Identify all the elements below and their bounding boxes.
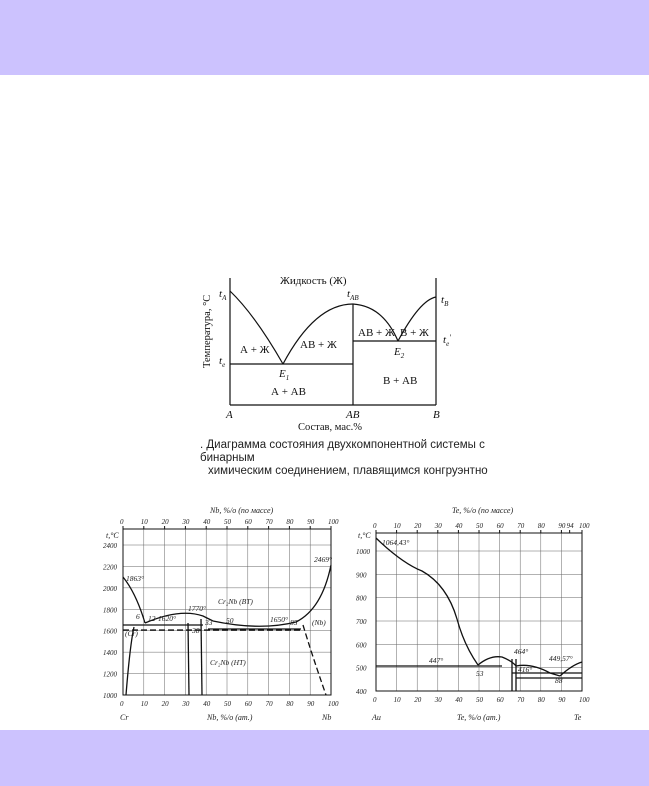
- n50: 50: [226, 616, 234, 625]
- au-te-phase-diagram: [352, 505, 600, 727]
- y-tick-label: 900: [356, 571, 367, 580]
- bottom-tick-label: 10: [140, 700, 148, 708]
- top-tick-label: 20: [161, 518, 169, 526]
- au-liquidus: [376, 538, 478, 665]
- x-axis-label: Состав, мас.%: [298, 422, 363, 433]
- au-te-top-title: Te, %/o (по массе): [452, 506, 514, 515]
- cr-nb-bottom-left: Cr: [120, 713, 129, 722]
- t1770: 1770°: [188, 604, 206, 613]
- bottom-tick-label: 90: [558, 696, 566, 704]
- n53: 53: [476, 669, 484, 678]
- bottom-tick-label: 10: [393, 696, 401, 704]
- cr2nb-left-boundary: [188, 623, 189, 695]
- bottom-tick-label: 80: [286, 700, 294, 708]
- x-label-a: A: [226, 409, 233, 421]
- label-te: $t_e$: [219, 355, 226, 369]
- top-tick-label: 100: [328, 518, 339, 526]
- n33: 33: [205, 618, 213, 627]
- diagram-caption: [200, 439, 520, 478]
- caption-line-1: . Диаграмма состояния двухкомпонентной системы с бинарным: [200, 439, 485, 464]
- top-tick-label: 70: [265, 518, 273, 526]
- bottom-tick-label: 40: [203, 700, 211, 708]
- top-tick-label: 70: [517, 522, 525, 530]
- caption-line-2: химическим соединением, плавящимся конгруэнтно: [208, 465, 488, 477]
- au-te-bottom-right: Te: [574, 713, 582, 722]
- n88: 88: [555, 676, 563, 685]
- y-tick-label: 1400: [103, 649, 117, 658]
- cr-nb-y-title: t,°C: [106, 531, 119, 540]
- au-te-y-title: t,°C: [358, 531, 371, 540]
- top-tick-label: 90: [558, 522, 566, 530]
- top-tick-label: 30: [434, 522, 442, 530]
- cr2nb-bt: Cr₂Nb (BT): [218, 597, 253, 606]
- n85: 85: [290, 618, 298, 627]
- top-tick-label: 60: [244, 518, 252, 526]
- y-tick-label: 2000: [103, 584, 117, 593]
- region-ab-liquid-right: АВ + Ж: [358, 327, 395, 339]
- region-a-ab: А + АВ: [271, 386, 306, 398]
- y-axis-label: Температура, °С: [202, 294, 213, 368]
- bottom-tick-label: 0: [120, 700, 124, 708]
- region-b-liquid: В + Ж: [400, 327, 429, 339]
- bottom-tick-label: 20: [161, 700, 169, 708]
- label-tB: $t_B$: [441, 294, 449, 308]
- au-te-bottom-title: Te, %/o (ат.): [457, 713, 501, 722]
- top-tick-label: 94: [566, 522, 574, 530]
- t1064: 1064,43°: [382, 538, 410, 547]
- label-tAB: $t_{AB}$: [347, 288, 359, 302]
- bottom-tick-label: 0: [373, 696, 377, 704]
- cr-nb-bottom-title: Nb, %/o (ат.): [207, 713, 253, 722]
- x-label-ab: AB: [346, 409, 360, 421]
- top-tick-label: 50: [476, 522, 483, 530]
- bottom-tick-label: 50: [476, 696, 483, 704]
- y-tick-label: 500: [356, 664, 367, 673]
- region-a-liquid: А + Ж: [240, 344, 270, 356]
- top-tick-label: 80: [537, 522, 545, 530]
- bottom-tick-label: 80: [537, 696, 545, 704]
- bottom-tick-label: 50: [224, 700, 231, 708]
- t447: 447°: [429, 656, 444, 665]
- bottom-tick-label: 100: [328, 700, 339, 708]
- bottom-tick-label: 30: [182, 700, 190, 708]
- y-tick-label: 1000: [356, 548, 370, 556]
- y-tick-label: 1000: [103, 692, 117, 700]
- top-tick-label: 0: [373, 522, 377, 530]
- au-te-bottom-left: Au: [372, 713, 381, 722]
- bottom-tick-label: 100: [579, 696, 590, 704]
- y-tick-label: 600: [356, 641, 367, 650]
- y-tick-label: 1800: [103, 606, 117, 615]
- bottom-tick-label: 90: [307, 700, 315, 708]
- label-E1: $E_1$: [279, 368, 290, 382]
- t449: 449,57°: [549, 654, 573, 663]
- y-tick-label: 800: [356, 594, 367, 603]
- top-tick-label: 0: [120, 518, 124, 526]
- region-b-ab: В + АВ: [383, 375, 418, 387]
- liquidus-ab-left: [283, 304, 353, 364]
- t464: 464°: [514, 647, 529, 656]
- top-tick-label: 10: [393, 522, 401, 530]
- te-liquidus: [560, 662, 582, 676]
- bottom-band: [0, 730, 649, 786]
- top-tick-label: 90: [307, 518, 315, 526]
- bottom-tick-label: 40: [455, 696, 463, 704]
- bottom-tick-label: 60: [496, 696, 504, 704]
- label-E2: $E_2$: [394, 346, 405, 360]
- t1620: 1620°: [158, 614, 176, 623]
- t1650: 1650°: [270, 615, 288, 624]
- cr-phase: (Cr): [125, 629, 138, 638]
- cr-nb-phase-diagram: [90, 505, 350, 727]
- cr-liquidus: [123, 577, 145, 623]
- y-tick-label: 1600: [103, 627, 117, 636]
- top-tick-label: 60: [496, 522, 504, 530]
- t2469: 2469°: [314, 555, 332, 564]
- cr2nb-nt: Cr₂Nb (НТ): [210, 658, 246, 667]
- y-tick-label: 700: [356, 618, 367, 626]
- top-tick-label: 100: [579, 522, 590, 530]
- nE: 6: [136, 612, 140, 621]
- top-tick-label: 40: [455, 522, 463, 530]
- top-tick-label: 10: [140, 518, 148, 526]
- top-tick-label: 80: [286, 518, 294, 526]
- bottom-tick-label: 70: [517, 696, 525, 704]
- region-ab-liquid-left: АВ + Ж: [300, 339, 337, 351]
- top-tick-label: 50: [224, 518, 231, 526]
- cr2nb-right-boundary: [201, 619, 202, 695]
- nb-phase: (Nb): [312, 618, 326, 627]
- y-tick-label: 2200: [103, 563, 117, 572]
- bottom-tick-label: 70: [265, 700, 273, 708]
- cr-nb-bottom-right: Nb: [322, 713, 332, 722]
- cr-nb-top-title: Nb, %/o (по массе): [210, 506, 274, 515]
- bottom-tick-label: 60: [244, 700, 252, 708]
- y-tick-label: 400: [356, 688, 367, 696]
- top-tick-label: 20: [414, 522, 422, 530]
- top-tick-label: 30: [182, 518, 190, 526]
- x-label-b: B: [433, 409, 440, 421]
- bottom-tick-label: 30: [434, 696, 442, 704]
- top-tick-label: 40: [203, 518, 211, 526]
- solvus-right: [303, 625, 326, 695]
- label-tA: $t_A$: [219, 288, 227, 302]
- label-te2: $t_e'$: [443, 333, 451, 348]
- n38: 38: [192, 626, 200, 635]
- y-tick-label: 2400: [103, 542, 117, 550]
- liquid-label: Жидкость (Ж): [280, 275, 347, 287]
- n12: 12: [148, 614, 156, 623]
- t416: 416°: [518, 665, 533, 674]
- t1863: 1863°: [126, 574, 144, 583]
- bottom-tick-label: 20: [414, 696, 422, 704]
- y-tick-label: 1200: [103, 670, 117, 679]
